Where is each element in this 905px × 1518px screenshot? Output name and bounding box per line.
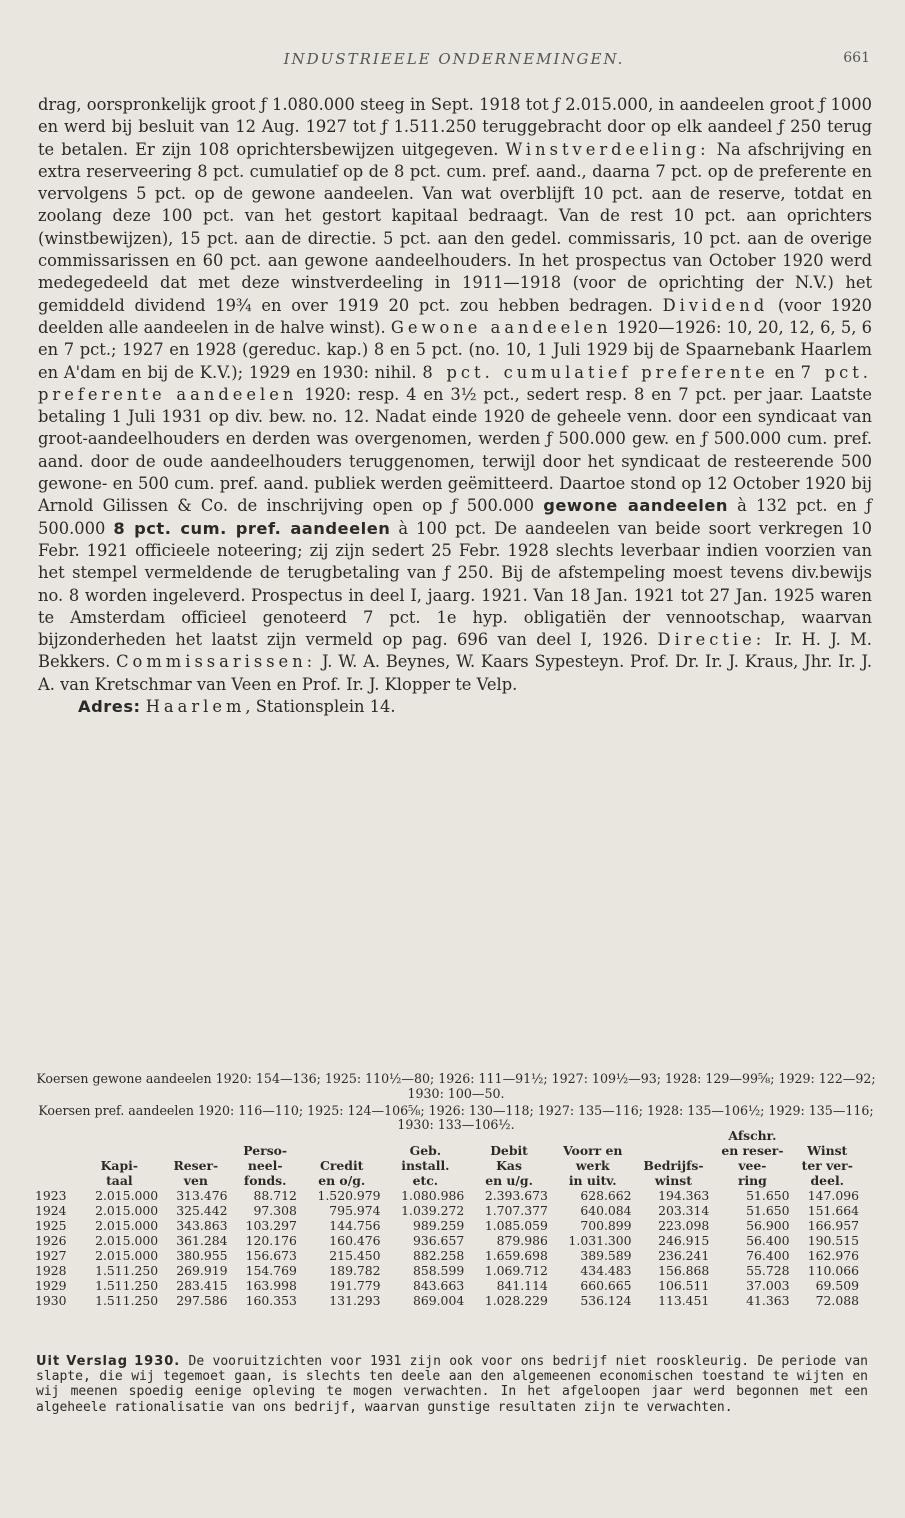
table-header-line: in uitv. — [568, 1173, 617, 1188]
table-cell: 297.586 — [176, 1293, 228, 1308]
table-cell: 160.476 — [329, 1233, 381, 1248]
section-label-pref: 7 pct. preferente aandeelen — [38, 362, 872, 404]
table-cell: 879.986 — [496, 1233, 548, 1248]
koersen-pref: Koersen pref. aandeelen 1920: 116—110; 1925: 124—106⅝; 1926: 130—118; 1927: 135—116; 1928: 135—106½; 1929: 135—116; 1930: 133—106½. — [38, 1102, 874, 1133]
financial-table-head — [32, 1128, 862, 1188]
table-header-line: Debit — [490, 1143, 528, 1158]
table-cell: 660.665 — [580, 1278, 632, 1293]
table-cell: 156.673 — [245, 1248, 297, 1263]
table-cell: 389.589 — [580, 1248, 632, 1263]
bold-gewone-aandeelen: gewone aandeelen — [543, 496, 728, 516]
text-fragment: 1920—1926: 10, 20, 12, 6, 5, 6 en 7 pct.; 1927 en 1928 (gereduc. kap.) 8 en 5 pct. (no. 10, 1 Juli 1929 bij de Spaarnebank Haarlem en A'dam en bij de K.V.); 1929 en 1930: nihil. — [38, 317, 872, 382]
table-cell: 1.069.712 — [484, 1263, 548, 1278]
table-cell: 97.308 — [253, 1203, 297, 1218]
table-cell: 154.769 — [245, 1263, 297, 1278]
table-header-cell — [635, 1128, 713, 1188]
table-header-cell — [384, 1128, 468, 1188]
table-header-line: Credit — [320, 1158, 364, 1173]
table-cell: 536.124 — [580, 1293, 632, 1308]
section-label-winstverdeeling: Winstverdeeling: — [505, 139, 710, 159]
table-cell-year: 1923 — [35, 1188, 67, 1203]
table-header-line: neel- — [247, 1158, 283, 1173]
table-cell: 160.353 — [245, 1293, 297, 1308]
page-number: 661 — [843, 50, 870, 66]
report-label: Uit Verslag 1930. — [36, 1354, 181, 1369]
table-cell: 151.664 — [807, 1203, 859, 1218]
table-row — [32, 1248, 862, 1263]
annual-report-excerpt — [36, 1354, 868, 1415]
table-cell: 88.712 — [253, 1188, 297, 1203]
table-header-line: Perso- — [243, 1143, 288, 1158]
text-fragment: Ir. H. J. M. Bekkers. — [38, 630, 872, 672]
table-header-line: ter ver- — [801, 1158, 853, 1173]
table-header-line: etc. — [412, 1173, 439, 1188]
table-cell: 144.756 — [329, 1218, 381, 1233]
section-label-dividend: Dividend — [662, 295, 769, 315]
table-cell: 2.015.000 — [95, 1218, 159, 1233]
table-cell: 1.085.059 — [484, 1218, 548, 1233]
table-cell: 434.483 — [580, 1263, 632, 1278]
table-cell-year: 1929 — [35, 1278, 67, 1293]
table-header-line: Voorr en — [563, 1143, 623, 1158]
table-cell: 1.707.377 — [484, 1203, 548, 1218]
table-cell: 106.511 — [658, 1278, 710, 1293]
table-cell: 843.663 — [412, 1278, 465, 1293]
table-cell: 56.400 — [746, 1233, 790, 1248]
table-cell: 191.779 — [329, 1278, 381, 1293]
table-cell: 166.957 — [807, 1218, 859, 1233]
section-label-cum-pref: 8 pct. cumulatief preferente — [422, 362, 769, 382]
table-cell: 189.782 — [329, 1263, 381, 1278]
table-cell: 1.659.698 — [484, 1248, 548, 1263]
table-cell: 1.031.300 — [568, 1233, 632, 1248]
table-cell: 343.863 — [176, 1218, 228, 1233]
table-cell: 190.515 — [807, 1233, 859, 1248]
table-header-line: Kapi- — [100, 1158, 138, 1173]
table-header-cell — [231, 1128, 300, 1188]
table-cell: 76.400 — [746, 1248, 790, 1263]
table-cell: 1.511.250 — [95, 1263, 159, 1278]
adres-label: Adres: — [78, 697, 141, 717]
text-fragment: à 100 pct. De aandeelen van beide soort verkregen 10 Febr. 1921 officieele noteering; zij zijn sedert 25 Febr. 1928 slechts leverbaar indien voorzien van het stempel vermeldende de terugbetaling van ƒ 250. Bij de afstempeling moest tevens div.bewijs no. 8 worden ingeleverd. Prospectus in deel I, jaarg. 1921. Van 18 Jan. 1921 tot 27 Jan. 1925 waren te Amsterdam officieel genoteerd 7 pct. 1e hyp. obligatiën der vennootschap, waarvan bijzonderheden het laatst zijn vermeld op pag. 696 van deel I, 1926. — [38, 518, 872, 650]
table-cell: 361.284 — [176, 1233, 228, 1248]
text-fragment: à 132 pct. en ƒ 500.000 — [38, 496, 872, 538]
table-row — [32, 1293, 862, 1308]
table-header-line: Geb. — [409, 1143, 442, 1158]
table-row — [32, 1188, 862, 1203]
table-header-line: vee- — [738, 1158, 767, 1173]
table-cell: 41.363 — [746, 1293, 790, 1308]
bold-cum-pref-aandeelen: 8 pct. cum. pref. aandeelen — [113, 518, 391, 538]
text-fragment: en — [768, 362, 801, 382]
table-cell-year: 1925 — [35, 1218, 67, 1233]
table-row — [32, 1263, 862, 1278]
text-fragment: 1920: resp. 4 en 3½ pct., sedert resp. 8 en 7 pct. per jaar. Laatste betaling 1 Juli 1931 op div. bew. no. 12. Nadat einde 1920 de geheele venn. door een syndicaat van groot-aandeelhouders en derden was overgenomen, werden ƒ 500.000 gew. en ƒ 500.000 cum. pref. aand. door de oude aandeelhouders teruggenomen, terwijl door het syndicaat de resteerende 500 gewone- en 500 cum. pref. aand. publiek werden geëmitteerd. Daartoe stond op 12 October 1920 bij Arnold Gilissen & Co. de inschrijving open op ƒ 500.000 — [38, 384, 872, 516]
table-cell: 1.511.250 — [95, 1278, 159, 1293]
table-cell: 628.662 — [580, 1188, 632, 1203]
table-cell: 1.028.229 — [484, 1293, 548, 1308]
table-header-cell — [32, 1128, 77, 1188]
table-cell: 37.003 — [746, 1278, 790, 1293]
table-cell: 841.114 — [496, 1278, 548, 1293]
table-header-line — [34, 1158, 75, 1173]
table-header-line — [79, 1143, 159, 1158]
table-header-line — [637, 1143, 711, 1158]
table-header-line: Winst — [807, 1143, 848, 1158]
table-cell: 869.004 — [412, 1293, 465, 1308]
table-cell: 51.650 — [746, 1203, 790, 1218]
adres-rest: , Stationsplein 14. — [245, 697, 396, 717]
section-label-directie: Directie: — [657, 630, 766, 650]
table-cell: 223.098 — [658, 1218, 710, 1233]
financial-table-body — [32, 1188, 862, 1308]
table-row — [32, 1233, 862, 1248]
text-fragment: Na afschrijving en extra reserveering 8 pct. cumulatief op de 8 pct. cum. pref. aand., daarna 7 pct. op de preferente en vervolgens 5 pct. op de gewone aandeelen. Van wat overblijft 10 pct. aan de reserve, totdat en zoolang deze 100 pct. van het gestort kapitaal bedraagt. Van de rest 10 pct. aan oprichters (winstbewijzen), 15 pct. aan de directie. 5 pct. aan den gedel. commissaris, 10 pct. aan de overige commissarissen en 60 pct. aan gewone aandeelhouders. In het prospectus van October 1920 werd medegedeeld dat met deze winstverdeeling in 1911—1918 (voor de oprichting der N.V.) het gemiddeld dividend 19¾ en over 1919 20 pct. zou hebben bedragen. — [38, 139, 872, 315]
table-cell: 313.476 — [176, 1188, 228, 1203]
table-cell: 380.955 — [176, 1248, 228, 1263]
table-cell: 246.915 — [658, 1233, 710, 1248]
table-cell: 194.363 — [658, 1188, 710, 1203]
table-header-row — [32, 1128, 862, 1188]
table-header-line: Bedrijfs- — [643, 1158, 704, 1173]
table-cell: 162.976 — [807, 1248, 859, 1263]
table-header-cell — [161, 1128, 230, 1188]
table-header-cell — [77, 1128, 161, 1188]
table-header-cell — [300, 1128, 384, 1188]
table-cell: 989.259 — [412, 1218, 465, 1233]
table-cell: 56.900 — [746, 1218, 790, 1233]
table-cell-year: 1926 — [35, 1233, 67, 1248]
table-header-line — [34, 1143, 75, 1158]
table-header-line: fonds. — [243, 1173, 287, 1188]
text-fragment: J. W. A. Beynes, W. Kaars Sypesteyn. Prof. Dr. Ir. J. Kraus, Jhr. Ir. J. A. van Kretschmar van Veen en Prof. Ir. J. Klopper te Velp. — [38, 652, 872, 694]
table-header-line: winst — [654, 1173, 692, 1188]
table-row — [32, 1218, 862, 1233]
table-header-cell — [551, 1128, 635, 1188]
table-cell: 51.650 — [746, 1188, 790, 1203]
table-cell: 113.451 — [658, 1293, 710, 1308]
table-header-cell — [792, 1128, 862, 1188]
table-cell: 2.015.000 — [95, 1233, 159, 1248]
address-line — [78, 696, 872, 718]
table-cell: 269.919 — [176, 1263, 228, 1278]
table-cell: 640.084 — [580, 1203, 632, 1218]
table-cell: 215.450 — [329, 1248, 381, 1263]
table-cell: 1.511.250 — [95, 1293, 159, 1308]
table-cell: 163.998 — [245, 1278, 297, 1293]
adres-city: Haarlem — [145, 697, 246, 717]
table-cell: 72.088 — [815, 1293, 859, 1308]
report-text: De vooruitzichten voor 1931 zijn ook voor ons bedrijf niet rooskleurig. De periode van slapte, die wij tegemoet gaan, is slechts ten deele aan den algemeenen economischen toestand te wijten en wij meenen spoedig eenige opleving te mogen verwachten. In het afgeloopen jaar werd begonnen met een algeheele rationalisatie van ons bedrijf, waarvan gunstige resultaten zijn te verwachten. — [36, 1354, 869, 1415]
table-cell-year: 1930 — [35, 1293, 67, 1308]
table-row — [32, 1203, 862, 1218]
table-cell: 283.415 — [176, 1278, 228, 1293]
table-header-line: deel. — [810, 1173, 844, 1188]
table-cell: 147.096 — [807, 1188, 859, 1203]
share-prices — [36, 1072, 876, 1135]
table-cell: 2.015.000 — [95, 1203, 159, 1218]
table-cell-year: 1927 — [35, 1248, 67, 1263]
table-cell: 103.297 — [245, 1218, 297, 1233]
table-header-line: en o/g. — [318, 1173, 366, 1188]
page-header — [38, 50, 870, 76]
text-fragment: (voor 1920 deelden alle aandeelen in de halve winst). — [38, 295, 872, 337]
table-header-line: werk — [575, 1158, 610, 1173]
financial-table — [32, 1128, 862, 1308]
table-header-line — [34, 1173, 75, 1188]
table-header-line: install. — [401, 1158, 450, 1173]
company-description — [38, 94, 872, 718]
table-cell: 700.899 — [580, 1218, 632, 1233]
table-header-line: en reser- — [721, 1143, 784, 1158]
table-cell: 795.974 — [329, 1203, 381, 1218]
table-header-cell — [467, 1128, 551, 1188]
table-cell-year: 1924 — [35, 1203, 67, 1218]
table-cell: 882.258 — [412, 1248, 465, 1263]
table-cell: 2.393.673 — [484, 1188, 548, 1203]
table-header-line — [302, 1143, 382, 1158]
table-header-line: ring — [737, 1173, 767, 1188]
table-cell: 1.520.979 — [317, 1188, 381, 1203]
koersen-gewone: Koersen gewone aandeelen 1920: 154—136; 1925: 110½—80; 1926: 111—91½; 1927: 109½—93; 1928: 129—99⅝; 1929: 122—92; 1930: 100—50. — [36, 1071, 876, 1101]
table-cell: 156.868 — [658, 1263, 710, 1278]
table-cell: 1.039.272 — [401, 1203, 465, 1218]
table-cell: 236.241 — [658, 1248, 710, 1263]
table-cell: 2.015.000 — [95, 1248, 159, 1263]
table-cell: 131.293 — [329, 1293, 381, 1308]
table-cell: 110.066 — [807, 1263, 859, 1278]
table-cell-year: 1928 — [35, 1263, 67, 1278]
table-cell: 120.176 — [245, 1233, 297, 1248]
table-row — [32, 1278, 862, 1293]
table-cell: 203.314 — [658, 1203, 710, 1218]
section-label-gewone-aandeelen: Gewone aandeelen — [390, 317, 612, 337]
table-header-cell — [712, 1128, 792, 1188]
table-header-line: taal — [106, 1173, 133, 1188]
table-header-line — [163, 1143, 228, 1158]
table-cell: 325.442 — [176, 1203, 228, 1218]
table-header-line: Kas — [496, 1158, 522, 1173]
table-cell: 936.657 — [412, 1233, 465, 1248]
table-cell: 1.080.986 — [401, 1188, 465, 1203]
table-cell: 55.728 — [746, 1263, 790, 1278]
table-header-line: en u/g. — [485, 1173, 533, 1188]
table-header-line: Reser- — [173, 1158, 219, 1173]
table-header-line: Afschr. — [728, 1128, 777, 1143]
table-cell: 69.509 — [815, 1278, 859, 1293]
section-label-commissarissen: Commissarissen: — [116, 652, 317, 672]
table-header-line: ven — [183, 1173, 208, 1188]
running-title: INDUSTRIEELE ONDERNEMINGEN. — [283, 50, 625, 68]
table-cell: 2.015.000 — [95, 1188, 159, 1203]
table-cell: 858.599 — [412, 1263, 465, 1278]
text-fragment: drag, oorspronkelijk groot ƒ 1.080.000 steeg in Sept. 1918 tot ƒ 2.015.000, in aandeelen groot ƒ 1000 en werd bij besluit van 12 Aug. 1927 tot ƒ 1.511.250 teruggebracht door op elk aandeel ƒ 250 terug te betalen. Er zijn 108 oprichtersbewijzen uitgegeven. — [38, 95, 872, 159]
